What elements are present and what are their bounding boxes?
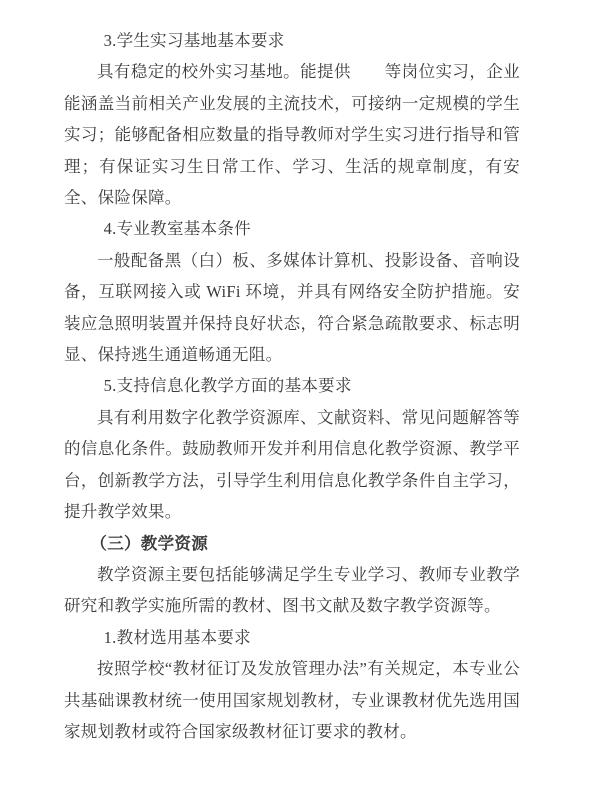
section-item-5-heading: 5.支持信息化教学方面的基本要求	[103, 376, 352, 396]
paragraph-internship-base-requirements: 具有稳定的校外实习基地。能提供 等岗位实习，企业能涵盖当前相关产业发展的主流技术，可接纳一定规模的学生实习；能够配备相应数量的指导教师对学生实习进行指导和管理；有保证实习生日常工作、学习、生活的规章制度，有安全、保险保障。	[64, 62, 520, 208]
paragraph-classroom-conditions: 一般配备黑（白）板、多媒体计算机、投影设备、音响设备，互联网接入或 WiFi 环境，并具有网络安全防护措施。安装应急照明装置并保持良好状态，符合紧急疏散要求、标志明显、保持逃生通道畅通无阻。	[64, 250, 520, 365]
document-body	[64, 25, 520, 747]
section-item-3-heading: 3.学生实习基地基本要求	[103, 31, 285, 50]
paragraph-textbook-selection: 按照学校“教材征订及发放管理办法”有关规定，本专业公共基础课教材统一使用国家规划教材，专业课教材优先选用国家规划教材或符合国家级教材征订要求的教材。	[64, 659, 520, 741]
section-item-4-heading: 4.专业教室基本条件	[103, 219, 251, 239]
paragraph-teaching-resources-intro: 教学资源主要包括能够满足学生专业学习、教师专业教学研究和教学实施所需的教材、图书文献及数字教学资源等。	[64, 564, 520, 616]
section-item-1-heading: 1.教材选用基本要求	[103, 627, 251, 647]
paragraph-informatized-teaching: 具有利用数字化教学资源库、文献资料、常见问题解答等的信息化条件。鼓励教师开发并利用信息化教学资源、教学平台，创新教学方法，引导学生利用信息化教学条件自主学习，提升教学效果。	[64, 407, 520, 522]
subsection-heading-teaching-resources: （三）教学资源	[90, 533, 208, 553]
